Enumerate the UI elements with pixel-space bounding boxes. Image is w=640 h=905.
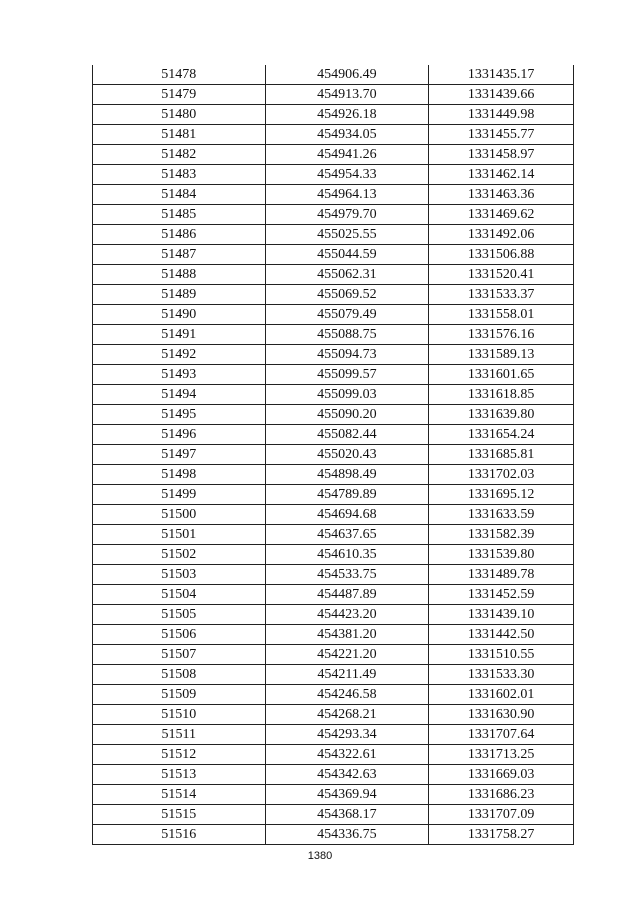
- table-row: [93, 405, 574, 425]
- x-coordinate-cell: 454533.75: [265, 565, 429, 585]
- y-coordinate-cell: 1331533.37: [429, 285, 574, 305]
- point-id-cell: 51504: [93, 585, 266, 605]
- table-row: [93, 605, 574, 625]
- x-coordinate-cell: 455094.73: [265, 345, 429, 365]
- x-coordinate-cell: 455079.49: [265, 305, 429, 325]
- x-coordinate-cell: 454926.18: [265, 105, 429, 125]
- x-coordinate-cell: 455099.03: [265, 385, 429, 405]
- y-coordinate-cell: 1331630.90: [429, 705, 574, 725]
- x-coordinate-cell: 454246.58: [265, 685, 429, 705]
- x-coordinate-cell: 454293.34: [265, 725, 429, 745]
- point-id-cell: 51486: [93, 225, 266, 245]
- point-id-cell: 51509: [93, 685, 266, 705]
- point-id-cell: 51507: [93, 645, 266, 665]
- table-row: [93, 545, 574, 565]
- point-id-cell: 51487: [93, 245, 266, 265]
- point-id-cell: 51491: [93, 325, 266, 345]
- table-row: [93, 85, 574, 105]
- x-coordinate-cell: 454694.68: [265, 505, 429, 525]
- y-coordinate-cell: 1331695.12: [429, 485, 574, 505]
- x-coordinate-cell: 455088.75: [265, 325, 429, 345]
- x-coordinate-cell: 455062.31: [265, 265, 429, 285]
- x-coordinate-cell: 454423.20: [265, 605, 429, 625]
- point-id-cell: 51483: [93, 165, 266, 185]
- y-coordinate-cell: 1331582.39: [429, 525, 574, 545]
- y-coordinate-cell: 1331452.59: [429, 585, 574, 605]
- point-id-cell: 51481: [93, 125, 266, 145]
- y-coordinate-cell: 1331539.80: [429, 545, 574, 565]
- table-row: [93, 285, 574, 305]
- point-id-cell: 51510: [93, 705, 266, 725]
- y-coordinate-cell: 1331707.64: [429, 725, 574, 745]
- point-id-cell: 51498: [93, 465, 266, 485]
- table-row: [93, 465, 574, 485]
- point-id-cell: 51482: [93, 145, 266, 165]
- x-coordinate-cell: 454913.70: [265, 85, 429, 105]
- table-row: [93, 365, 574, 385]
- x-coordinate-cell: 454898.49: [265, 465, 429, 485]
- y-coordinate-cell: 1331439.66: [429, 85, 574, 105]
- table-row: [93, 345, 574, 365]
- table-row: [93, 825, 574, 845]
- y-coordinate-cell: 1331455.77: [429, 125, 574, 145]
- x-coordinate-cell: 454789.89: [265, 485, 429, 505]
- y-coordinate-cell: 1331439.10: [429, 605, 574, 625]
- table-row: [93, 425, 574, 445]
- y-coordinate-cell: 1331639.80: [429, 405, 574, 425]
- y-coordinate-cell: 1331758.27: [429, 825, 574, 845]
- y-coordinate-cell: 1331602.01: [429, 685, 574, 705]
- table-row: [93, 705, 574, 725]
- point-id-cell: 51501: [93, 525, 266, 545]
- point-id-cell: 51499: [93, 485, 266, 505]
- x-coordinate-cell: 454487.89: [265, 585, 429, 605]
- x-coordinate-cell: 455069.52: [265, 285, 429, 305]
- x-coordinate-cell: 454369.94: [265, 785, 429, 805]
- y-coordinate-cell: 1331533.30: [429, 665, 574, 685]
- y-coordinate-cell: 1331558.01: [429, 305, 574, 325]
- point-id-cell: 51500: [93, 505, 266, 525]
- y-coordinate-cell: 1331702.03: [429, 465, 574, 485]
- x-coordinate-cell: 454322.61: [265, 745, 429, 765]
- table-row: [93, 585, 574, 605]
- point-id-cell: 51492: [93, 345, 266, 365]
- table-row: [93, 385, 574, 405]
- point-id-cell: 51514: [93, 785, 266, 805]
- table-row: [93, 105, 574, 125]
- table-row: [93, 645, 574, 665]
- x-coordinate-cell: 454979.70: [265, 205, 429, 225]
- x-coordinate-cell: 454381.20: [265, 625, 429, 645]
- point-id-cell: 51516: [93, 825, 266, 845]
- x-coordinate-cell: 454342.63: [265, 765, 429, 785]
- table-row: [93, 245, 574, 265]
- table-row: [93, 765, 574, 785]
- point-id-cell: 51488: [93, 265, 266, 285]
- y-coordinate-cell: 1331520.41: [429, 265, 574, 285]
- coordinate-table-body: [93, 65, 574, 845]
- page-number: 1380: [307, 850, 333, 862]
- point-id-cell: 51512: [93, 745, 266, 765]
- point-id-cell: 51496: [93, 425, 266, 445]
- coordinate-table: [92, 65, 574, 845]
- table-row: [93, 185, 574, 205]
- y-coordinate-cell: 1331633.59: [429, 505, 574, 525]
- x-coordinate-cell: 455082.44: [265, 425, 429, 445]
- point-id-cell: 51506: [93, 625, 266, 645]
- point-id-cell: 51515: [93, 805, 266, 825]
- y-coordinate-cell: 1331601.65: [429, 365, 574, 385]
- table-row: [93, 685, 574, 705]
- point-id-cell: 51480: [93, 105, 266, 125]
- y-coordinate-cell: 1331463.36: [429, 185, 574, 205]
- table-row: [93, 125, 574, 145]
- point-id-cell: 51478: [93, 65, 266, 85]
- y-coordinate-cell: 1331654.24: [429, 425, 574, 445]
- y-coordinate-cell: 1331469.62: [429, 205, 574, 225]
- y-coordinate-cell: 1331435.17: [429, 65, 574, 85]
- y-coordinate-cell: 1331618.85: [429, 385, 574, 405]
- x-coordinate-cell: 454221.20: [265, 645, 429, 665]
- point-id-cell: 51508: [93, 665, 266, 685]
- point-id-cell: 51493: [93, 365, 266, 385]
- point-id-cell: 51505: [93, 605, 266, 625]
- x-coordinate-cell: 455099.57: [265, 365, 429, 385]
- x-coordinate-cell: 454934.05: [265, 125, 429, 145]
- x-coordinate-cell: 455020.43: [265, 445, 429, 465]
- y-coordinate-cell: 1331576.16: [429, 325, 574, 345]
- x-coordinate-cell: 454964.13: [265, 185, 429, 205]
- x-coordinate-cell: 454954.33: [265, 165, 429, 185]
- point-id-cell: 51494: [93, 385, 266, 405]
- table-row: [93, 625, 574, 645]
- table-row: [93, 745, 574, 765]
- y-coordinate-cell: 1331589.13: [429, 345, 574, 365]
- x-coordinate-cell: 454637.65: [265, 525, 429, 545]
- table-row: [93, 725, 574, 745]
- y-coordinate-cell: 1331707.09: [429, 805, 574, 825]
- table-row: [93, 525, 574, 545]
- point-id-cell: 51495: [93, 405, 266, 425]
- table-row: [93, 225, 574, 245]
- table-row: [93, 305, 574, 325]
- table-row: [93, 785, 574, 805]
- x-coordinate-cell: 454941.26: [265, 145, 429, 165]
- y-coordinate-cell: 1331686.23: [429, 785, 574, 805]
- table-row: [93, 65, 574, 85]
- x-coordinate-cell: 455090.20: [265, 405, 429, 425]
- y-coordinate-cell: 1331449.98: [429, 105, 574, 125]
- point-id-cell: 51485: [93, 205, 266, 225]
- table-row: [93, 205, 574, 225]
- y-coordinate-cell: 1331506.88: [429, 245, 574, 265]
- table-row: [93, 565, 574, 585]
- y-coordinate-cell: 1331510.55: [429, 645, 574, 665]
- y-coordinate-cell: 1331458.97: [429, 145, 574, 165]
- table-row: [93, 485, 574, 505]
- y-coordinate-cell: 1331489.78: [429, 565, 574, 585]
- table-row: [93, 265, 574, 285]
- y-coordinate-cell: 1331492.06: [429, 225, 574, 245]
- table-row: [93, 665, 574, 685]
- y-coordinate-cell: 1331462.14: [429, 165, 574, 185]
- point-id-cell: 51513: [93, 765, 266, 785]
- x-coordinate-cell: 454610.35: [265, 545, 429, 565]
- table-row: [93, 505, 574, 525]
- point-id-cell: 51502: [93, 545, 266, 565]
- x-coordinate-cell: 454268.21: [265, 705, 429, 725]
- point-id-cell: 51484: [93, 185, 266, 205]
- x-coordinate-cell: 455025.55: [265, 225, 429, 245]
- point-id-cell: 51490: [93, 305, 266, 325]
- table-row: [93, 145, 574, 165]
- point-id-cell: 51503: [93, 565, 266, 585]
- x-coordinate-cell: 454336.75: [265, 825, 429, 845]
- point-id-cell: 51497: [93, 445, 266, 465]
- y-coordinate-cell: 1331442.50: [429, 625, 574, 645]
- table-row: [93, 165, 574, 185]
- y-coordinate-cell: 1331669.03: [429, 765, 574, 785]
- x-coordinate-cell: 454368.17: [265, 805, 429, 825]
- point-id-cell: 51479: [93, 85, 266, 105]
- point-id-cell: 51489: [93, 285, 266, 305]
- table-row: [93, 445, 574, 465]
- y-coordinate-cell: 1331713.25: [429, 745, 574, 765]
- table-row: [93, 325, 574, 345]
- table-row: [93, 805, 574, 825]
- point-id-cell: 51511: [93, 725, 266, 745]
- y-coordinate-cell: 1331685.81: [429, 445, 574, 465]
- x-coordinate-cell: 455044.59: [265, 245, 429, 265]
- x-coordinate-cell: 454906.49: [265, 65, 429, 85]
- x-coordinate-cell: 454211.49: [265, 665, 429, 685]
